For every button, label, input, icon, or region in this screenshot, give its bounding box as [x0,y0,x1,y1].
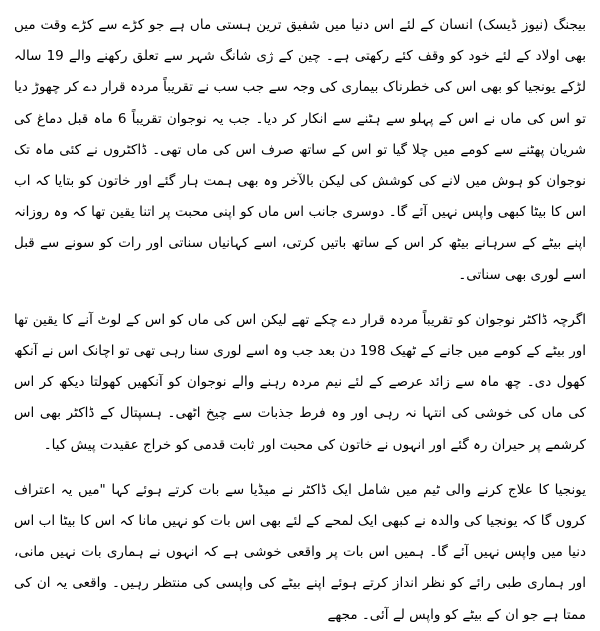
article-body [14,10,587,623]
paragraph-3: یونجیا کا علاج کرنے والی ٹیم میں شامل ایک ڈاکٹر نے میڈیا سے بات کرتے ہوئے کہا "میں یہ اعتراف کروں گا کہ یونجیا کی والدہ نے کبھی ایک لمحے کے لئے بھی اس بات کو نہیں مانا کہ اس کا بیٹا اب اس دنیا میں واپس نہیں آئے گا۔ ہمیں اس بات پر واقعی خوشی ہے کہ انہوں نے ہماری بات نہیں مانی، اور ہماری طبی رائے کو نظر انداز کرتے ہوئے اپنے بیٹے کی واپسی کی منتظر رہیں۔ واقعی یہ ان کی ممتا ہے جو ان کے بیٹے کو واپس لے آئی۔ مجھے [14,481,586,623]
paragraph-1: بیجنگ (نیوز ڈیسک) انسان کے لئے اس دنیا میں شفیق ترین ہستی ماں ہے جو کڑے سے کڑے وقت میں بھی اولاد کے لئے خود کو وقف کئے رکھتی ہے۔ چین کے ژی شانگ شہر سے تعلق رکھنے والے 19 سالہ لڑکے یونجیا کو بھی اس کی خطرناک بیماری کی وجہ سے جب سب نے تقریباً مردہ قرار دے کر چھوڑ دیا تو اس کی ماں نے اس کے پہلو سے ہٹنے سے انکار کر دیا۔ جب یہ نوجوان تقریباً 6 ماہ قبل دماغ کی شریان پھٹنے سے کومے میں چلا گیا تو اس کے ساتھ صرف اس کی ماں تھی۔ ڈاکٹروں نے کئی ماہ تک نوجوان کو ہوش میں لانے کی کوشش کی لیکن بالآخر وہ بھی ہمت ہار گئے اور خاتون کو بتایا کہ اب اس کا بیٹا کبھی واپس نہیں آئے گا۔ دوسری جانب اس ماں کو اپنی محبت پر اتنا یقین تھا کہ وہ روزانہ اپنے بیٹے کے سرہانے بیٹھ کر اس کے ساتھ باتیں کرتی، اسے کہانیاں سناتی اور رات کو سونے سے قبل اسے لوری بھی سناتی۔ [14,17,586,283]
paragraph-2: اگرچہ ڈاکٹر نوجوان کو تقریباً مردہ قرار دے چکے تھے لیکن اس کی ماں کو اس کے لوٹ آنے کا یقین تھا اور بیٹے کے کومے میں جانے کے ٹھیک 198 دن بعد جب وہ اسے لوری سنا رہی تھی تو اچانک اس نے آنکھ کھول دی۔ چھ ماہ سے زائد عرصے کے لئے نیم مردہ رہنے والے نوجوان کو آنکھیں کھولتا دیکھ کر اس کی ماں کی خوشی کی انتہا نہ رہی اور وہ فرط جذبات سے چیخ اٹھی۔ ہسپتال کے ڈاکٹر بھی اس کرشمے پر حیران رہ گئے اور انہوں نے خاتون کی محبت اور ثابت قدمی کو خراج عقیدت پیش کیا۔ [14,311,587,453]
